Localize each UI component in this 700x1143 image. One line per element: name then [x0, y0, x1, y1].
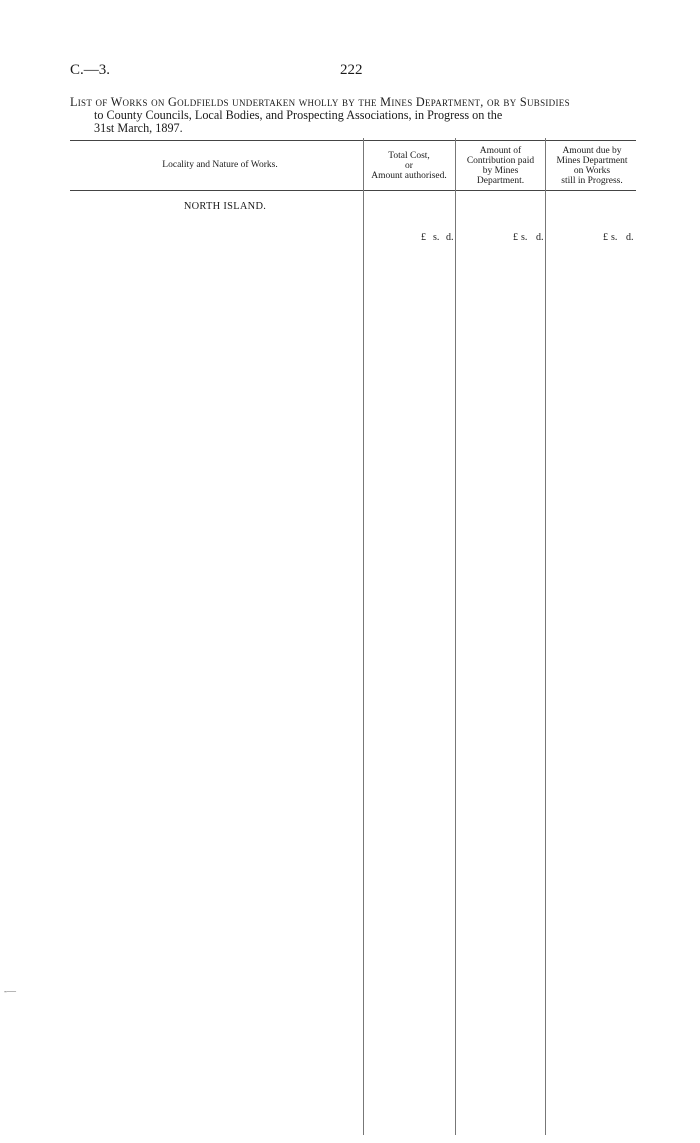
column-header-due-line: on Works — [573, 166, 611, 176]
column-divider-2 — [455, 138, 456, 1135]
table-top-rule — [70, 140, 636, 141]
pence-head: d. — [536, 232, 544, 243]
pounds-head: £ — [513, 232, 518, 243]
column-header-total — [364, 151, 454, 181]
shillings-head: s. — [521, 232, 528, 243]
shillings-head: s. — [433, 232, 440, 243]
page-title — [70, 96, 636, 136]
section-heading-north-island: NORTH ISLAND. — [183, 201, 267, 212]
margin-mark: -— — [4, 986, 16, 996]
title-line-3: 31st March, 1897. — [94, 121, 183, 136]
title-line-1: List of Works on Goldfields undertaken wholly by the Mines Department, or by Subsidies — [70, 95, 570, 109]
pence-head: d. — [446, 232, 454, 243]
pence-head: d. — [626, 232, 634, 243]
column-header-total-line: Total Cost, — [388, 151, 430, 161]
table-header-rule — [70, 190, 636, 191]
column-header-contribution-line: by Mines — [482, 166, 519, 176]
column-header-total-line: or — [405, 161, 413, 171]
column-header-contribution-line: Amount of — [479, 146, 522, 156]
shillings-head: s. — [611, 232, 618, 243]
column-header-due — [546, 146, 638, 186]
pounds-head: £ — [421, 232, 426, 243]
pounds-head: £ — [603, 232, 608, 243]
column-header-due-line: Amount due by — [562, 146, 622, 156]
page-number: 222 — [340, 62, 363, 78]
title-line-2: to County Councils, Local Bodies, and Prospecting Associations, in Progress on the — [94, 108, 503, 123]
column-header-total-line: Amount authorised. — [371, 171, 447, 181]
column-header-contribution-line: Contribution paid — [466, 156, 535, 166]
column-header-contribution — [456, 146, 545, 186]
column-divider-3 — [545, 138, 546, 1135]
column-header-contribution-line: Department. — [476, 176, 525, 186]
report-reference: C.—3. — [70, 62, 111, 78]
column-header-due-line: Mines Department — [556, 156, 628, 166]
column-divider-1 — [363, 138, 364, 1135]
column-header-due-line: still in Progress. — [561, 176, 623, 186]
column-header-locality: Locality and Nature of Works. — [162, 160, 278, 170]
